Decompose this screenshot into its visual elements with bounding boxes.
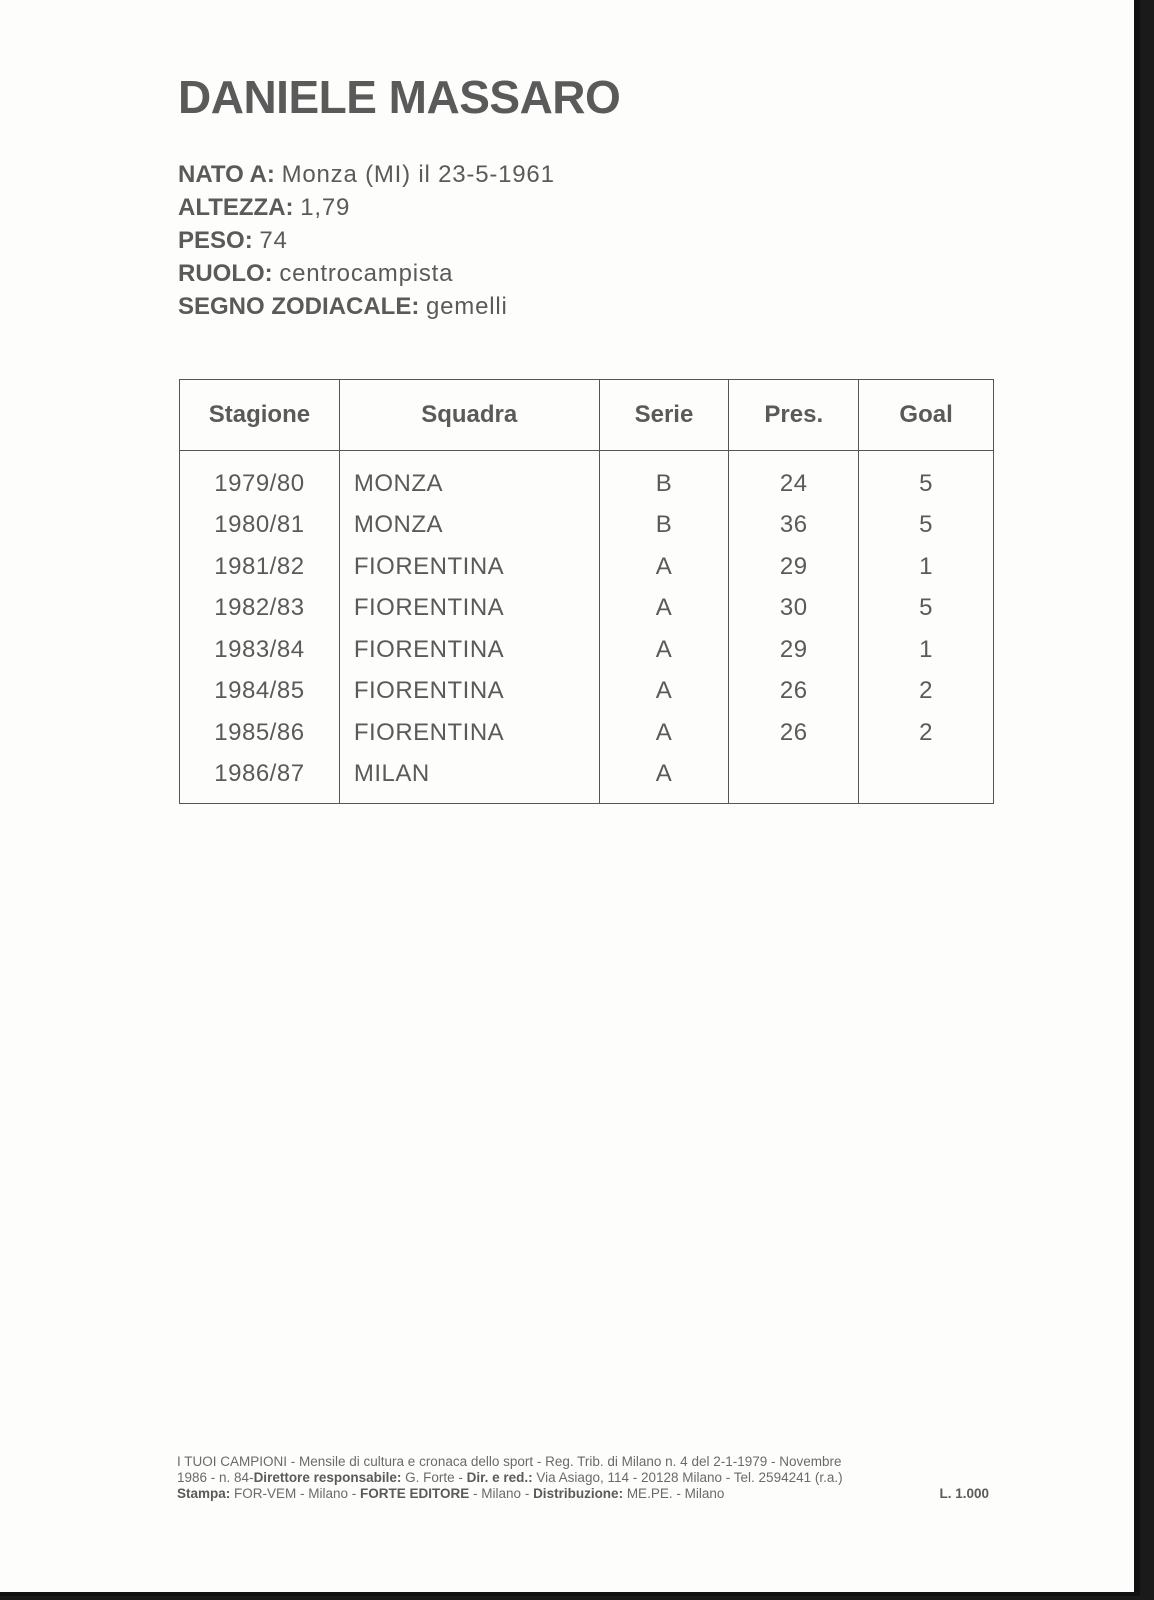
table-row <box>180 754 994 804</box>
footer-city: - Milano - <box>469 1486 534 1501</box>
footer-editorial-label: Dir. e red.: <box>466 1470 533 1485</box>
cell-season: 1984/85 <box>180 671 340 713</box>
info-role-value: centrocampista <box>279 260 454 287</box>
info-weight <box>178 224 555 257</box>
cell-series: A <box>599 588 729 630</box>
table-row <box>180 505 994 547</box>
cell-team: MILAN <box>339 754 599 804</box>
cell-goals: 5 <box>859 451 994 505</box>
cell-season: 1982/83 <box>180 588 340 630</box>
footer-price: L. 1.000 <box>939 1486 989 1501</box>
footer-director-label: Direttore responsabile: <box>253 1470 402 1485</box>
header-pres: Pres. <box>729 380 859 451</box>
header-squadra: Squadra <box>339 380 599 451</box>
cell-team: FIORENTINA <box>339 546 599 588</box>
header-serie: Serie <box>599 380 729 451</box>
cell-appearances: 26 <box>729 712 859 754</box>
cell-season: 1985/86 <box>180 712 340 754</box>
footer-line-2 <box>177 1470 989 1486</box>
cell-goals: 2 <box>859 712 994 754</box>
career-table <box>179 379 994 804</box>
info-weight-label: PESO: <box>178 227 253 254</box>
header-goal: Goal <box>859 380 994 451</box>
cell-team: FIORENTINA <box>339 712 599 754</box>
cell-appearances: 29 <box>729 546 859 588</box>
cell-appearances: 29 <box>729 629 859 671</box>
table-row <box>180 629 994 671</box>
table-row <box>180 588 994 630</box>
info-height <box>178 191 555 224</box>
info-height-value: 1,79 <box>300 194 351 221</box>
career-table-header <box>180 380 994 451</box>
table-row <box>180 671 994 713</box>
cell-team: MONZA <box>339 505 599 547</box>
header-stagione: Stagione <box>180 380 340 451</box>
table-row <box>180 546 994 588</box>
info-zodiac-value: gemelli <box>426 293 508 320</box>
info-weight-value: 74 <box>259 227 288 254</box>
cell-season: 1979/80 <box>180 451 340 505</box>
footer-director: G. Forte - <box>401 1470 467 1485</box>
cell-appearances: 26 <box>729 671 859 713</box>
footer-distribution-label: Distribuzione: <box>533 1486 624 1501</box>
cell-goals: 1 <box>859 629 994 671</box>
cell-goals: 1 <box>859 546 994 588</box>
cell-season: 1983/84 <box>180 629 340 671</box>
info-born-value: Monza (MI) il 23-5-1961 <box>281 161 555 188</box>
cell-series: A <box>599 546 729 588</box>
cell-team: FIORENTINA <box>339 629 599 671</box>
cell-series: A <box>599 629 729 671</box>
cell-series: B <box>599 505 729 547</box>
footer-publisher: FORTE EDITORE <box>360 1486 470 1501</box>
footer-line-1: I TUOI CAMPIONI - Mensile di cultura e cronaca dello sport - Reg. Trib. di Milano n. 4 del 2-1-1979 - Novembre <box>177 1454 842 1469</box>
cell-goals: 5 <box>859 505 994 547</box>
player-info <box>178 158 555 323</box>
table-row <box>180 712 994 754</box>
cell-series: A <box>599 712 729 754</box>
info-role <box>178 257 555 290</box>
cell-season: 1980/81 <box>180 505 340 547</box>
cell-team: FIORENTINA <box>339 588 599 630</box>
cell-goals <box>859 754 994 804</box>
footer-issue: 1986 - n. 84- <box>177 1470 254 1485</box>
table-row <box>180 451 994 505</box>
publication-footer <box>177 1454 989 1502</box>
footer-address: Via Asiago, 114 - 20128 Milano - Tel. 2594241 (r.a.) <box>532 1470 843 1485</box>
info-role-label: RUOLO: <box>178 260 273 287</box>
info-born-label: NATO A: <box>178 161 275 188</box>
footer-print-label: Stampa: <box>177 1486 231 1501</box>
cell-goals: 5 <box>859 588 994 630</box>
cell-season: 1986/87 <box>180 754 340 804</box>
footer-printer: FOR-VEM - Milano - <box>230 1486 361 1501</box>
info-zodiac <box>178 290 555 323</box>
cell-appearances: 36 <box>729 505 859 547</box>
cell-goals: 2 <box>859 671 994 713</box>
cell-season: 1981/82 <box>180 546 340 588</box>
cell-series: A <box>599 671 729 713</box>
cell-appearances: 24 <box>729 451 859 505</box>
footer-line-3 <box>177 1486 989 1502</box>
info-zodiac-label: SEGNO ZODIACALE: <box>178 293 420 320</box>
cell-appearances: 30 <box>729 588 859 630</box>
cell-team: FIORENTINA <box>339 671 599 713</box>
info-height-label: ALTEZZA: <box>178 194 294 221</box>
cell-appearances <box>729 754 859 804</box>
cell-team: MONZA <box>339 451 599 505</box>
footer-distributor: ME.PE. - Milano <box>623 1486 725 1501</box>
info-born <box>178 158 555 191</box>
player-name: DANIELE MASSARO <box>178 71 621 123</box>
cell-series: A <box>599 754 729 804</box>
cell-series: B <box>599 451 729 505</box>
